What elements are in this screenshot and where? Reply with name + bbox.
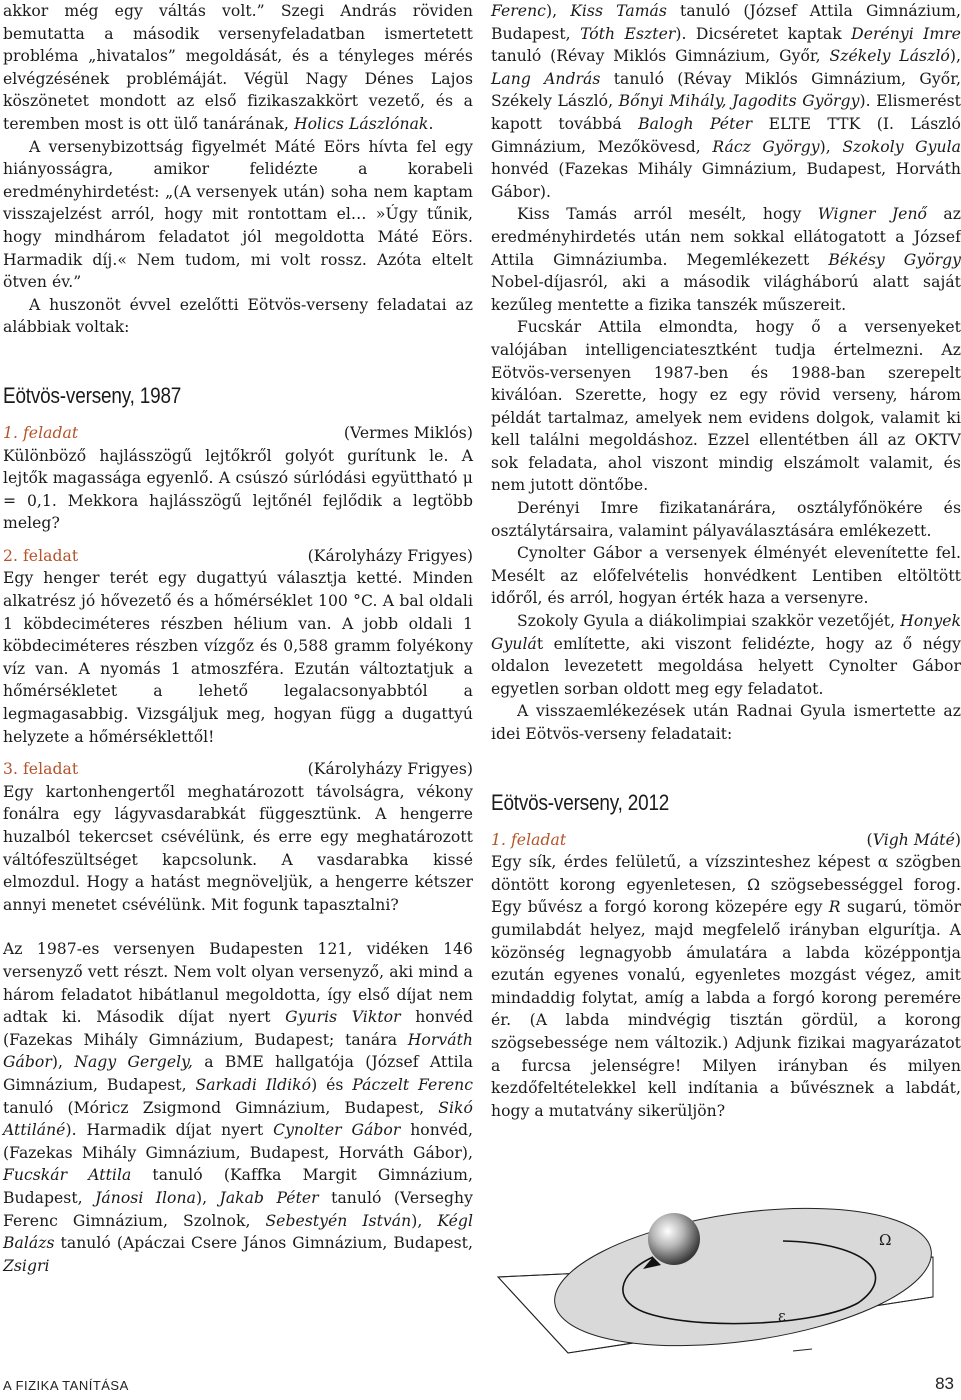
paragraph: A versenybizottság figyelmét Máté Eörs hívta fel egy hiányosságra, amikor felidézte a korabeli eredményhirdetést: „(A versenyek után) soha nem kaptam visszajelzést arról, hogy mit rontottam el… »Úgy tűnik, hogy mindhárom feladatot jól megoldotta Máté Eörs. Harmadik díj.« Nem tudom, mi volt rossz. Azóta eltelt ötven év.” bbox=[3, 137, 473, 292]
problem-text: Egy sík, érdes felületű, a vízszinteshez képest α szögben döntött korong egyenletesen, Ω szögsebességgel forog. Egy bűvész a forgó korong közepére egy R sugarú, tömör gumilabdát helyez, majd megfelelő irányban elgurítja. A közönség legnagyobb ámulatára a labda középpontja ezután egyenes vonalú, egyenletes mozgást végez, amit mindaddig folytat, amíg a labda a forgó korong peremére ér. (A labda mindvégig tisztán gördül, a korong szögsebessége nem változik.) Adjunk fizikai magyarázatot a furcsa jelenségre! Milyen irányban és milyen kezdőfeltételekkel kell indítania a bűvésznek a labdát, hogy a mutatvány sikerüljön? bbox=[491, 853, 961, 1120]
epsilon-label: ε bbox=[778, 1307, 786, 1325]
problem-number: 2. feladat bbox=[3, 546, 79, 565]
problem-author: (Károlyházy Frigyes) bbox=[307, 546, 473, 565]
results-paragraph: Az 1987-es versenyen Budapesten 121, vidéken 146 versenyző vett részt. Nem volt olyan versenyző, aki mind a három feladatot hibátlanul megoldotta, így első díjat nem adtak ki. Második díjat nyert Gyuris Viktor honvéd (Fazekas Mihály Gimnázium, Budapest; tanára Horváth Gábor), Nagy Gergely, a BME hallgatója (József Attila Gimnázium, Budapest, Sarkadi Ildikó) és Páczelt Ferenc tanuló (Móricz Zsigmond Gimnázium, Budapest, Sikó Attiláné). Harmadik díjat nyert Cynolter Gábor honvéd, (Fazekas Mihály Gimnázium, Budapest, Horváth Gábor), Fucskár Attila tanuló (Kaffka Margit Gimnázium, Budapest, Jánosi Ilona), Jakab Péter tanuló (Verseghy Ferenc Gimnázium, Szolnok, Sebestyén István), Kégl Balázs tanuló (Apáczai Csere János Gimnázium, Budapest, Zsigri bbox=[3, 940, 474, 1275]
tilt-marker bbox=[793, 1349, 812, 1351]
paragraph: Szokoly Gyula a diákolimpiai szakkör vezetőjét, Honyek Gyulát említette, aki viszont felidézte, hogy az ő négy oldalon levezetett megoldása helyett Cynolter Gábor egyetlen sorban oldott meg egy feladatot. bbox=[491, 612, 961, 698]
paragraph: A huszonöt évvel ezelőtti Eötvös-verseny feladatai az alábbiak voltak: bbox=[3, 295, 473, 337]
paragraph: Kiss Tamás arról mesélt, hogy Wigner Jenő az eredményhirdetés után nem sokkal ellátogatott a József Attila Gimnáziumba. Megemlékezett Békésy György Nobel-díjasról, aki a második világháború alatt saját kezűleg mentette a fizika tanszék műszereit. bbox=[491, 205, 961, 314]
problem-author: (Vermes Miklós) bbox=[343, 423, 473, 442]
journal-name: A FIZIKA TANÍTÁSA bbox=[3, 1378, 129, 1393]
ball bbox=[648, 1213, 700, 1265]
paragraph: Ferenc), Kiss Tamás tanuló (József Attila Gimnázium, Budapest, Tóth Eszter). Dicséretet kaptak Derényi Imre tanuló (Révay Miklós Gimnázium, Győr, Székely László), Lang András tanuló (Révay Miklós Gimnázium, Győr, Székely László, Bőnyi Mihály, Jagodits György). Elismerést kapott továbbá Balogh Péter ELTE TTK (I. László Gimnázium, Mezőkövesd, Rácz György), Szokoly Gyula honvéd (Fazekas Mihály Gimnázium, Budapest, Horváth Gábor). bbox=[491, 2, 961, 201]
problem-number: 1. feladat bbox=[491, 830, 567, 849]
left-column bbox=[3, 0, 473, 1277]
paragraph: A visszaemlékezések után Radnai Gyula ismertette az idei Eötvös-verseny feladatait: bbox=[491, 702, 961, 743]
problem-author: (Károlyházy Frigyes) bbox=[307, 760, 473, 779]
rotating-disc-figure bbox=[478, 1165, 948, 1365]
problem-author: (Vigh Máté) bbox=[866, 830, 961, 849]
right-column bbox=[491, 0, 961, 1122]
paragraph: akkor még egy váltás volt.” Szegi András röviden bemutatta a második versenyfeladatban ismertetett probléma „hivatalos” megoldását, és a tényleges mérés elvégzésének problémáját. Végül Nagy Dénes Lajos köszönetet mondott az első fizikaszakkört vezető, és a teremben most is ott ülő tanárának, Holics Lászlónak. bbox=[3, 2, 473, 133]
disc-illustration bbox=[478, 1165, 948, 1365]
problem-text: Egy henger terét egy dugattyú választja ketté. Minden alkatrész jó hővezető és a hőmérséklet 100 °C. A bal oldali 1 köbdeciméteres részben hélium van. A jobb oldali 1 köbdeciméteres részben vízgőz és 0,588 gramm folyékony víz van. A nyomás 1 atmoszféra. Ezután változtatjuk a hőmérsékletet a lehető legalacsonyabbtól a legmagasabbig. Vizsgáljuk meg, hogyan függ a dugattyú helyzete a hőmérséklettől! bbox=[3, 569, 473, 746]
problem-header bbox=[3, 758, 473, 781]
problem-number: 1. feladat bbox=[3, 423, 79, 442]
problem-text: Különböző hajlásszögű lejtőkről golyót gurítunk le. A lejtők magassága egyenlő. A csúszó súrlódási együttható μ = 0,1. Mekkora hajlásszögű lejtőnél fejlődik a legtöbb meleg? bbox=[3, 446, 473, 533]
problem-header bbox=[3, 422, 473, 445]
problem-header bbox=[491, 829, 961, 852]
paragraph: Fucskár Attila elmondta, hogy ő a versenyeket valójában intelligenciatesztként tudja értelmezni. Az Eötvös-versenyen 1987-ben és 1988-ban szerepelt kiválóan. Szerette, hogy ez egy rövid verseny, három példát tartalmaz, amelyek nem evidens dolgok, valamit ki kell találni megoldáshoz. Ezzel ellentétben áll az OKTV sok feladata, ahol viszont mindig elszámolt valamit, és nem jutott döntőbe. bbox=[491, 318, 961, 495]
problem-number: 3. feladat bbox=[3, 760, 79, 779]
problem-header bbox=[3, 545, 473, 568]
section-heading-2012: Eötvös-verseny, 2012 bbox=[491, 789, 670, 815]
problem-text: Egy kartonhengertől meghatározott távolságra, vékony fonálra egy lágyvasdarabkát függesztünk. A hengerre huzalból tekercset csévélünk, és erre egy meghatározott váltófeszültséget kapcsolunk. A vasdarabka kissé elmozdul. Hogy a hatást megnöveljük, a hengerre kétszer annyi menetet csévélünk. Mit fogunk tapasztalni? bbox=[3, 782, 473, 914]
paragraph: Cynolter Gábor a versenyek élményét elevenítette fel. Mesélt az előfelvételis honvédkent Lentiben eltöltött időről, és arról, hogyan érték haza a versenyre. bbox=[491, 544, 961, 608]
omega-label: Ω bbox=[879, 1231, 892, 1249]
page-number: 83 bbox=[935, 1374, 954, 1393]
section-heading-1987: Eötvös-verseny, 1987 bbox=[3, 382, 182, 408]
paragraph: Derényi Imre fizikatanárára, osztályfőnökére és osztálytársaira, valamint pályaválasztására emlékezett. bbox=[491, 499, 961, 540]
